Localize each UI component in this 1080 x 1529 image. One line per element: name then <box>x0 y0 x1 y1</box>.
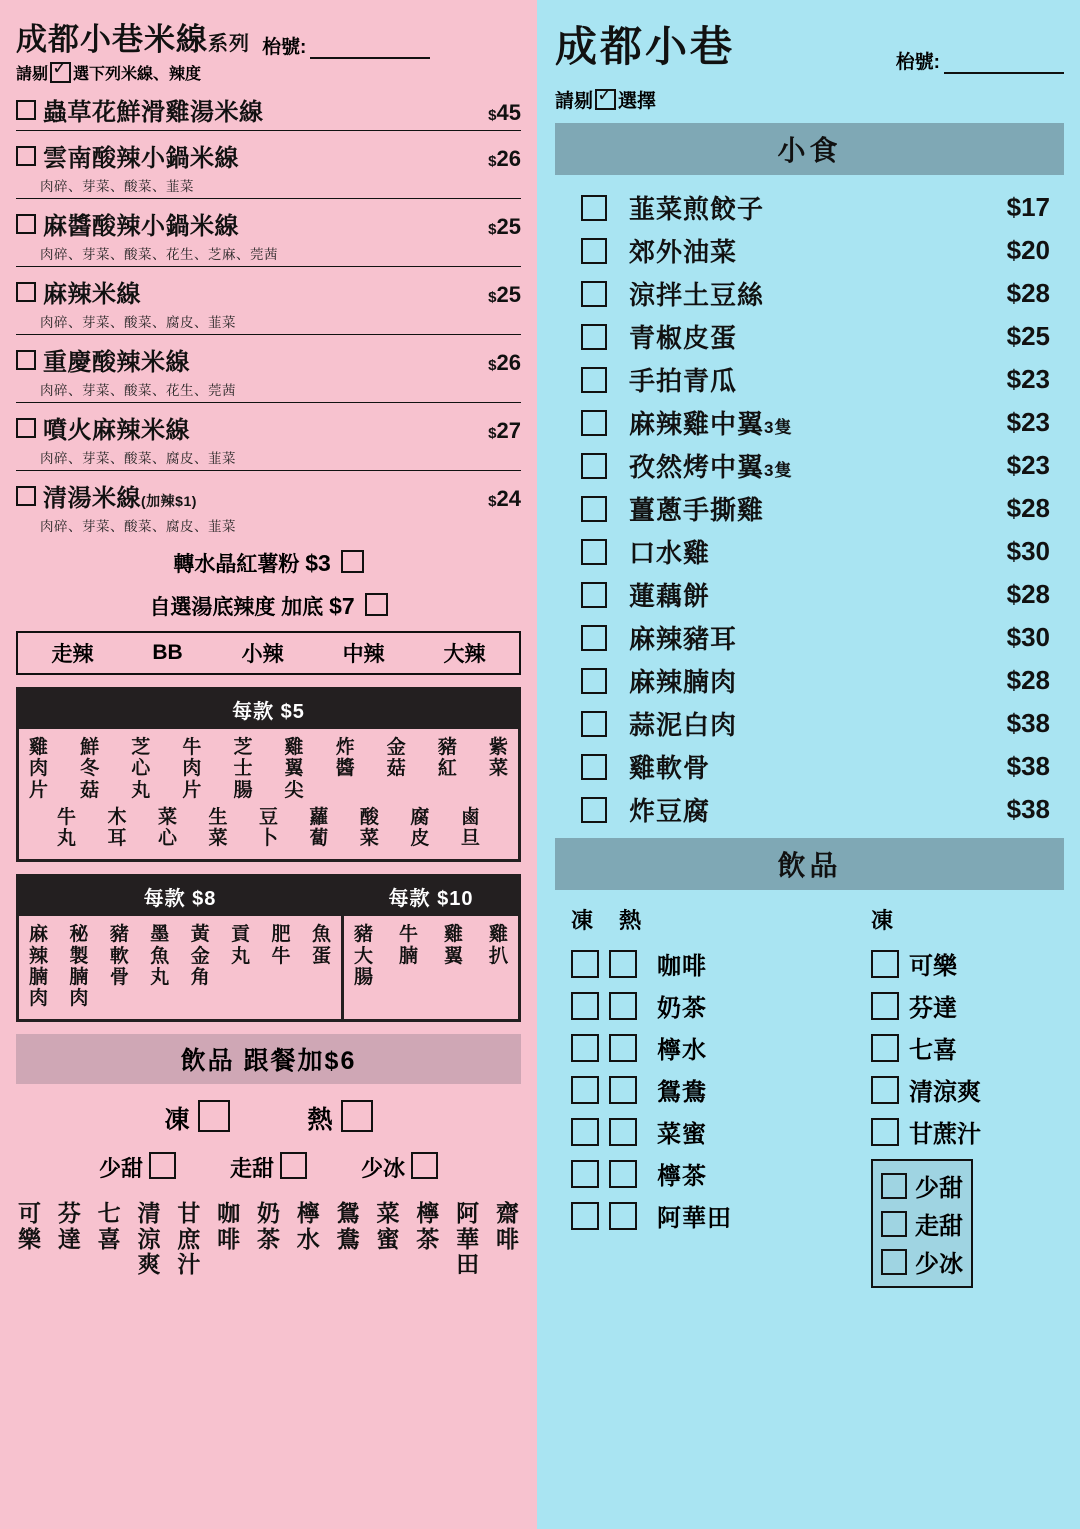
topping-row <box>29 807 508 850</box>
drink-set-banner: 飲品 跟餐加$6 <box>16 1034 521 1084</box>
right-instruction-pre: 請剔 <box>555 91 594 112</box>
checkmark-icon <box>595 89 616 110</box>
list-item[interactable] <box>581 662 1050 699</box>
snack-list <box>555 189 1064 828</box>
noodle-ingredients: 肉碎、芽菜、酸菜、花生、莞茜 <box>40 383 236 398</box>
option-less-ice-label: 少冰 <box>915 1251 963 1278</box>
drink-option[interactable]: 咖 啡 <box>217 1200 241 1252</box>
noodle-name-text: 清湯米線 <box>43 485 141 512</box>
left-table-number-line[interactable] <box>310 43 430 59</box>
noodle-name: 麻辣米線 <box>43 281 141 308</box>
snack-price: $23 <box>1006 407 1050 437</box>
list-item[interactable] <box>581 404 1050 441</box>
list-item[interactable] <box>571 1156 871 1191</box>
left-title-sub: 系列 <box>208 33 250 55</box>
spicy-option[interactable]: 中辣 <box>342 643 385 666</box>
snack-price: $28 <box>1006 493 1050 523</box>
drink-name: 鴛鴦 <box>657 1079 707 1106</box>
topping-item[interactable]: 牛 丸 <box>57 806 77 850</box>
snack-checkbox[interactable] <box>581 367 607 393</box>
topping-row <box>29 737 508 801</box>
topping-item[interactable]: 炸 醬 <box>335 737 355 780</box>
list-item[interactable] <box>581 705 1050 742</box>
addon-label: 自選湯底辣度 加底 <box>149 596 324 619</box>
list-item[interactable] <box>581 791 1050 828</box>
drink-temp-cold-checkbox[interactable] <box>198 1100 230 1132</box>
list-item[interactable] <box>581 275 1050 312</box>
option-no-sugar-checkbox[interactable] <box>881 1211 907 1237</box>
option-no-sugar-label: 走甜 <box>915 1213 963 1240</box>
section-header-snacks: 小食 <box>555 123 1064 175</box>
addon-price: $7 <box>329 593 355 619</box>
snack-name: 郊外油菜 <box>629 237 738 267</box>
snack-checkbox[interactable] <box>581 238 607 264</box>
topping-item[interactable]: 牛 腩 <box>398 924 418 967</box>
drink-name: 奶茶 <box>657 995 707 1022</box>
list-item[interactable] <box>581 232 1050 269</box>
snack-price: $28 <box>1006 278 1050 308</box>
noodle-name: 雲南酸辣小鍋米線 <box>43 145 239 172</box>
right-table-number-label: 枱號: <box>895 52 940 73</box>
drink-temp-hot[interactable] <box>308 1100 373 1136</box>
drink-cold-checkbox[interactable] <box>871 950 899 978</box>
snack-name <box>629 404 958 441</box>
option-less-sugar[interactable] <box>881 1168 963 1203</box>
topping-item[interactable]: 麻 辣 腩 肉 <box>29 924 49 1010</box>
blue-snack-panel <box>537 0 1080 1529</box>
drink-hot-checkbox[interactable] <box>609 1034 637 1062</box>
topping-item[interactable]: 腐 皮 <box>410 806 430 850</box>
option-less-ice-checkbox[interactable] <box>881 1249 907 1275</box>
topping-item[interactable]: 生 菜 <box>208 806 228 850</box>
topping-item[interactable]: 豬 紅 <box>437 737 457 780</box>
right-header <box>555 14 1064 74</box>
spicy-option[interactable]: 大辣 <box>443 643 486 666</box>
topping-block-5 <box>16 687 521 862</box>
list-item[interactable] <box>871 1072 1056 1107</box>
option-no-sugar[interactable] <box>230 1152 307 1183</box>
noodle-list <box>16 92 521 535</box>
drink-cold-checkbox[interactable] <box>571 1034 599 1062</box>
option-less-sugar-label: 少甜 <box>915 1175 963 1202</box>
drink-option[interactable]: 七 喜 <box>97 1200 121 1252</box>
snack-checkbox[interactable] <box>581 195 607 221</box>
list-item[interactable] <box>581 748 1050 785</box>
noodle-price: $25 <box>488 213 521 239</box>
topping-block-8 <box>19 877 344 1019</box>
topping-item[interactable]: 蘿 蔔 <box>309 806 329 850</box>
list-item[interactable] <box>16 410 521 471</box>
snack-price: $28 <box>1006 579 1050 609</box>
noodle-price-value: 27 <box>496 417 521 443</box>
noodle-checkbox[interactable] <box>16 282 36 302</box>
list-item[interactable] <box>571 1114 871 1149</box>
spicy-option[interactable]: 走辣 <box>51 643 94 666</box>
snack-checkbox[interactable] <box>581 410 607 436</box>
divider <box>16 334 521 335</box>
snack-checkbox[interactable] <box>581 625 607 651</box>
topping-item[interactable]: 鹵 旦 <box>460 806 480 850</box>
topping-item[interactable]: 芝 心 丸 <box>131 737 151 801</box>
noodle-price: $24 <box>488 485 521 511</box>
snack-name: 青椒皮蛋 <box>629 323 738 353</box>
snack-price: $23 <box>1006 450 1050 480</box>
snack-checkbox[interactable] <box>581 539 607 565</box>
topping-item[interactable]: 牛 肉 片 <box>182 737 202 801</box>
topping-item[interactable]: 黃 金 角 <box>190 924 210 988</box>
topping-item[interactable]: 雞 肉 片 <box>29 737 49 801</box>
topping-row <box>354 924 508 988</box>
noodle-name: 噴火麻辣米線 <box>43 417 190 444</box>
snack-name: 口水雞 <box>629 538 711 568</box>
addon-checkbox[interactable] <box>341 550 364 573</box>
option-less-ice[interactable] <box>881 1244 963 1279</box>
drink-temp-cold-label: 凍 <box>164 1106 190 1135</box>
drink-option[interactable]: 檸 水 <box>296 1200 320 1252</box>
option-less-sugar-label: 少甜 <box>98 1156 143 1182</box>
option-less-sugar-checkbox[interactable] <box>881 1173 907 1199</box>
topping-block-10 <box>344 877 518 1019</box>
list-item[interactable] <box>16 274 521 335</box>
divider <box>16 266 521 267</box>
option-less-sugar[interactable] <box>99 1152 176 1183</box>
list-item[interactable] <box>581 619 1050 656</box>
snack-price: $17 <box>1006 192 1050 222</box>
drink-hot-checkbox[interactable] <box>609 992 637 1020</box>
drink-header-cold-hot: 凍 熱 <box>571 908 652 933</box>
snack-name: 蓮藕餅 <box>629 581 711 611</box>
drink-option[interactable]: 齋 啡 <box>495 1200 519 1252</box>
topping-item[interactable]: 雞 扒 <box>488 924 508 967</box>
noodle-ingredients: 肉碎、芽菜、酸菜、腐皮、韮菜 <box>40 315 236 330</box>
option-no-sugar-label: 走甜 <box>229 1156 274 1182</box>
list-item[interactable] <box>581 576 1050 613</box>
topping-item[interactable]: 酸 菜 <box>359 806 379 850</box>
drink-name: 阿華田 <box>657 1205 732 1232</box>
list-item[interactable] <box>581 318 1050 355</box>
list-item[interactable] <box>871 988 1056 1023</box>
snack-price: $23 <box>1006 364 1050 394</box>
topping-blocks-8-10 <box>16 874 521 1022</box>
drink-option[interactable]: 芬 達 <box>57 1200 81 1252</box>
list-item[interactable] <box>581 189 1050 226</box>
topping-item[interactable]: 豬 軟 骨 <box>109 924 129 988</box>
snack-checkbox[interactable] <box>581 668 607 694</box>
noodle-price: $26 <box>488 145 521 171</box>
spicy-level-selector[interactable] <box>16 631 521 675</box>
drink-cold-checkbox[interactable] <box>871 1076 899 1104</box>
snack-name: 麻辣腩肉 <box>629 667 738 697</box>
noodle-checkbox[interactable] <box>16 214 36 234</box>
topping-item[interactable]: 墨 魚 丸 <box>150 924 170 988</box>
addon-checkbox[interactable] <box>365 593 388 616</box>
noodle-price-value: 26 <box>496 145 521 171</box>
drink-temperature-row[interactable] <box>16 1100 521 1136</box>
option-less-ice-label: 少冰 <box>361 1156 406 1182</box>
snack-name: 韮菜煎餃子 <box>629 194 765 224</box>
list-item[interactable] <box>16 478 521 535</box>
snack-checkbox[interactable] <box>581 281 607 307</box>
drink-cold-checkbox[interactable] <box>571 1160 599 1188</box>
noodle-ingredients: 肉碎、芽菜、酸菜、腐皮、韮菜 <box>40 519 236 534</box>
drink-option[interactable]: 奶 茶 <box>256 1200 280 1252</box>
topping-block-5-header: 每款 $5 <box>19 690 518 729</box>
drink-temp-hot-checkbox[interactable] <box>341 1100 373 1132</box>
topping-item[interactable]: 鮮 冬 菇 <box>80 737 100 801</box>
left-title-main: 成都小巷米線 <box>16 22 208 57</box>
topping-item[interactable]: 秘 製 腩 肉 <box>69 924 89 1010</box>
drink-hot-checkbox[interactable] <box>609 1202 637 1230</box>
list-item[interactable] <box>571 1030 871 1065</box>
snack-name: 手拍青瓜 <box>629 366 738 396</box>
drink-name: 七喜 <box>909 1037 957 1064</box>
option-no-sugar-checkbox[interactable] <box>280 1152 307 1179</box>
drink-options-box <box>871 1159 973 1288</box>
noodle-price-value: 45 <box>496 99 521 125</box>
noodle-ingredients: 肉碎、芽菜、酸菜、腐皮、韮菜 <box>40 451 236 466</box>
snack-checkbox[interactable] <box>581 496 607 522</box>
list-item[interactable] <box>871 946 1056 981</box>
list-item[interactable] <box>581 533 1050 570</box>
snack-price: $30 <box>1006 536 1050 566</box>
snack-name: 麻辣豬耳 <box>629 624 738 654</box>
drink-option[interactable]: 菜 蜜 <box>376 1200 400 1252</box>
drink-name: 菜蜜 <box>657 1121 707 1148</box>
drink-name: 可樂 <box>909 953 957 980</box>
list-item[interactable] <box>581 361 1050 398</box>
drink-column-cold <box>871 939 1056 1288</box>
topping-item[interactable]: 菜 心 <box>157 806 177 850</box>
list-item[interactable] <box>871 1030 1056 1065</box>
snack-checkbox[interactable] <box>581 324 607 350</box>
drink-columns <box>555 939 1064 1288</box>
topping-row <box>29 924 331 1009</box>
drink-hot-checkbox[interactable] <box>609 950 637 978</box>
checkmark-icon <box>50 62 71 83</box>
option-less-ice-checkbox[interactable] <box>411 1152 438 1179</box>
noodle-checkbox[interactable] <box>16 486 36 506</box>
left-instruction-pre: 請剔 <box>16 66 49 83</box>
drink-name-grid <box>16 1201 521 1277</box>
topping-item[interactable]: 雞 翼 尖 <box>284 737 304 801</box>
drink-cold-checkbox[interactable] <box>571 1202 599 1230</box>
topping-item[interactable]: 魚 蛋 <box>311 924 331 967</box>
drink-name: 甘蔗汁 <box>909 1121 981 1148</box>
noodle-ingredients: 肉碎、芽菜、酸菜、花生、芝麻、莞茜 <box>40 247 278 262</box>
noodle-name: 重慶酸辣米線 <box>43 349 190 376</box>
divider <box>16 130 521 131</box>
snack-price: $38 <box>1006 794 1050 824</box>
snack-name: 蒜泥白肉 <box>629 710 738 740</box>
noodle-price: $26 <box>488 349 521 375</box>
list-item[interactable] <box>871 1114 1056 1149</box>
list-item[interactable] <box>16 138 521 199</box>
drink-temp-cold[interactable] <box>164 1100 229 1136</box>
noodle-ingredients: 肉碎、芽菜、酸菜、韮菜 <box>40 179 194 194</box>
drink-name: 咖啡 <box>657 953 707 980</box>
snack-name: 薑蔥手撕雞 <box>629 495 765 525</box>
list-item[interactable] <box>16 206 521 267</box>
spicy-option[interactable]: 小辣 <box>241 643 284 666</box>
right-instruction-post: 選擇 <box>618 91 657 112</box>
snack-name-qty: 3隻 <box>764 461 793 480</box>
section-header-drinks: 飲品 <box>555 838 1064 890</box>
drink-column-headers <box>555 904 1064 935</box>
right-title: 成都小巷 <box>555 23 736 70</box>
drink-name: 清涼爽 <box>909 1079 981 1106</box>
snack-checkbox[interactable] <box>581 582 607 608</box>
addon-price: $3 <box>305 550 331 576</box>
left-header <box>16 14 521 59</box>
drink-name: 檸茶 <box>657 1163 707 1190</box>
snack-name <box>629 447 958 484</box>
divider <box>16 198 521 199</box>
option-less-sugar-checkbox[interactable] <box>149 1152 176 1179</box>
noodle-checkbox[interactable] <box>16 418 36 438</box>
right-table-number[interactable] <box>896 47 1064 74</box>
addon-row[interactable] <box>16 548 521 578</box>
snack-price: $28 <box>1006 665 1050 695</box>
snack-name: 雞軟骨 <box>629 753 711 783</box>
noodle-checkbox[interactable] <box>16 146 36 166</box>
list-item[interactable] <box>571 988 871 1023</box>
left-title <box>16 14 250 59</box>
snack-price: $25 <box>1006 321 1050 351</box>
noodle-price-value: 25 <box>496 281 521 307</box>
drink-option[interactable]: 甘 庶 汁 <box>177 1200 201 1277</box>
snack-price: $38 <box>1006 708 1050 738</box>
drink-option[interactable]: 鴛 鴦 <box>336 1200 360 1252</box>
topping-item[interactable]: 肥 牛 <box>271 924 291 967</box>
drink-cold-checkbox[interactable] <box>871 992 899 1020</box>
list-item[interactable] <box>16 342 521 403</box>
pink-noodle-panel <box>0 0 537 1529</box>
snack-price: $20 <box>1006 235 1050 265</box>
drink-column-hotcold <box>571 939 871 1288</box>
snack-name: 炸豆腐 <box>629 796 711 826</box>
snack-checkbox[interactable] <box>581 711 607 737</box>
drink-cold-checkbox[interactable] <box>571 1118 599 1146</box>
snack-name-text: 孜然烤中翼 <box>629 452 765 482</box>
divider <box>16 402 521 403</box>
topping-item[interactable]: 紫 菜 <box>488 737 508 780</box>
list-item[interactable] <box>581 490 1050 527</box>
noodle-price-value: 25 <box>496 213 521 239</box>
topping-item[interactable]: 金 菇 <box>386 737 406 780</box>
left-instruction-post: 選下列米線、辣度 <box>73 66 202 83</box>
list-item[interactable] <box>581 447 1050 484</box>
noodle-name: 蟲草花鮮滑雞湯米線 <box>43 99 264 126</box>
noodle-price: $45 <box>488 99 521 125</box>
drink-option[interactable]: 清 涼 爽 <box>137 1200 161 1277</box>
left-table-number[interactable] <box>262 32 430 59</box>
noodle-price: $25 <box>488 281 521 307</box>
left-instruction <box>16 61 521 84</box>
drink-cold-checkbox[interactable] <box>871 1034 899 1062</box>
drink-option[interactable]: 阿 華 田 <box>456 1200 480 1277</box>
option-less-ice[interactable] <box>361 1152 438 1183</box>
snack-checkbox[interactable] <box>581 754 607 780</box>
topping-item[interactable]: 豬 大 腸 <box>353 924 373 988</box>
drink-hot-checkbox[interactable] <box>609 1118 637 1146</box>
list-item[interactable] <box>571 1072 871 1107</box>
divider <box>16 470 521 471</box>
snack-checkbox[interactable] <box>581 453 607 479</box>
drink-temp-hot-label: 熱 <box>307 1106 333 1135</box>
left-table-number-label: 枱號: <box>262 37 307 58</box>
noodle-checkbox[interactable] <box>16 350 36 370</box>
list-item[interactable] <box>571 946 871 981</box>
drink-option[interactable]: 可 樂 <box>18 1200 41 1252</box>
topping-item[interactable]: 貢 丸 <box>231 924 251 967</box>
topping-item[interactable]: 豆 卜 <box>258 806 278 850</box>
list-item[interactable] <box>16 92 521 131</box>
snack-name: 涼拌土豆絲 <box>629 280 765 310</box>
snack-price: $38 <box>1006 751 1050 781</box>
spicy-option[interactable]: BB <box>152 641 183 664</box>
drink-hot-checkbox[interactable] <box>609 1076 637 1104</box>
noodle-price-value: 26 <box>496 349 521 375</box>
noodle-name <box>43 478 197 513</box>
drink-cold-checkbox[interactable] <box>571 992 599 1020</box>
noodle-price-value: 24 <box>496 485 521 511</box>
list-item[interactable] <box>571 1198 871 1233</box>
topping-item[interactable]: 芝 士 腸 <box>233 737 253 801</box>
topping-block-8-header: 每款 $8 <box>19 877 341 916</box>
noodle-name: 麻醬酸辣小鍋米線 <box>43 213 239 240</box>
option-no-sugar[interactable] <box>881 1206 963 1241</box>
topping-item[interactable]: 雞 翼 <box>443 924 463 967</box>
topping-block-10-header: 每款 $10 <box>344 877 518 916</box>
right-table-number-line[interactable] <box>944 58 1064 74</box>
noodle-name-note: (加辣$1) <box>141 493 197 509</box>
addon-label: 轉水晶紅薯粉 <box>173 553 300 576</box>
noodle-checkbox[interactable] <box>16 100 36 120</box>
snack-name-text: 麻辣雞中翼 <box>629 409 765 439</box>
snack-checkbox[interactable] <box>581 797 607 823</box>
drink-option[interactable]: 檸 茶 <box>416 1200 440 1252</box>
drink-sweetness-row[interactable] <box>16 1152 521 1183</box>
topping-item[interactable]: 木 耳 <box>107 806 127 850</box>
drink-cold-checkbox[interactable] <box>571 950 599 978</box>
drink-cold-checkbox[interactable] <box>871 1118 899 1146</box>
drink-cold-checkbox[interactable] <box>571 1076 599 1104</box>
noodle-price: $27 <box>488 417 521 443</box>
drink-header-cold: 凍 <box>871 908 894 933</box>
snack-price: $30 <box>1006 622 1050 652</box>
right-instruction <box>555 86 1064 113</box>
drink-hot-checkbox[interactable] <box>609 1160 637 1188</box>
drink-name: 檸水 <box>657 1037 707 1064</box>
drink-name: 芬達 <box>909 995 957 1022</box>
snack-name-qty: 3隻 <box>764 418 793 437</box>
addon-row[interactable] <box>16 591 521 621</box>
